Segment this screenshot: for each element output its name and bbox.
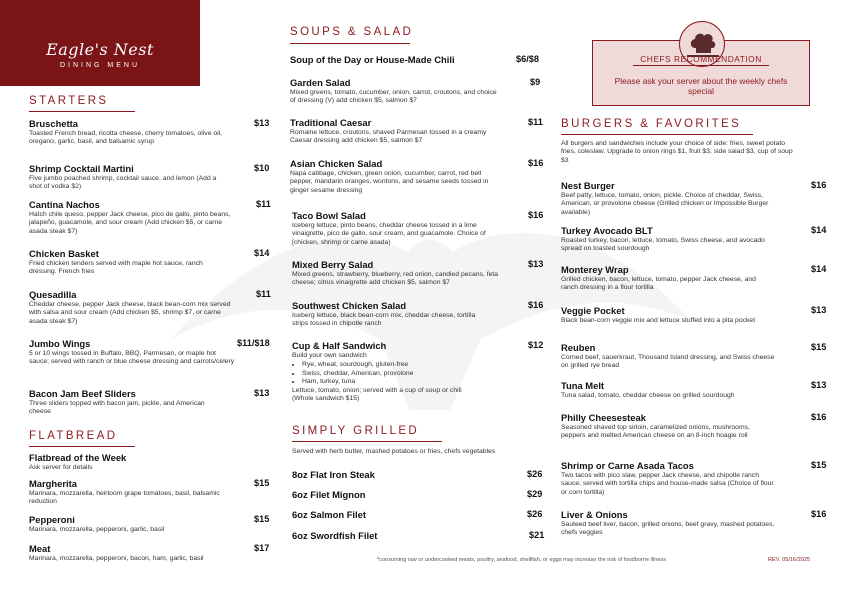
menu-item: Turkey Avocado BLT $14 Roasted turkey, bacon, lettuce, tomato, Swiss cheese, and avocado spread on toasted sourdough: [561, 225, 827, 253]
menu-subtitle: DINING MENU: [59, 62, 141, 69]
menu-item: Cantina Nachos $11 Hatch chile queso, pepper Jack cheese, pico de gallo, pinto beans, jalapeño, guacamole, and sour cream (Add chicken $5, or carne asada steak $7): [29, 199, 271, 235]
menu-item: 6oz Salmon Filet $26: [292, 509, 543, 520]
menu-item: Shrimp or Carne Asada Tacos $15 Two tacos with pico slaw, pepper Jack cheese, and chipotle ranch sauce; served with tortilla chips and house-made salsa (Choice of flour or corn tortilla): [561, 460, 827, 496]
menu-item: Margherita $15 Marinara, mozzarella, heirloom grape tomatoes, basil, balsamic reduction: [29, 478, 270, 506]
starters-rule: [29, 111, 135, 112]
revision-date: REV. 05/16/2025: [768, 557, 811, 563]
menu-item: Meat $17 Marinara, mozzarella, pepperoni, bacon, ham, garlic, basil: [29, 543, 270, 562]
menu-item: Pepperoni $15 Marinara, mozzarella, pepperoni, garlic, basil: [29, 514, 270, 533]
menu-item: Bruschetta $13 Toasted French bread, ricotta cheese, cherry tomatoes, olive oil, oregano, garlic, basil, and balsamic syrup: [29, 118, 270, 146]
menu-item: Monterey Wrap $14 Grilled chicken, bacon, lettuce, tomato, pepper Jack cheese, and ranch dressing in a flour tortilla: [561, 264, 827, 292]
menu-item: Soup of the Day or House-Made Chili $6/$8: [290, 54, 539, 65]
flatbread-heading: FLATBREAD: [29, 430, 118, 442]
menu-item: Taco Bowl Salad $16 Iceberg lettuce, pinto beans, cheddar cheese tossed in a lime vinaigrette, pico de gallo, sour cream, and guacamole. Choice of [chicken, shrimp or carne asada): [292, 210, 544, 246]
flatbread-rule: [29, 446, 135, 447]
menu-item: Shrimp Cocktail Martini $10 Five jumbo poached shrimp, cocktail sauce, and lemon (Add a shot of vodka $2): [29, 163, 270, 191]
grilled-rule: [292, 441, 442, 442]
grilled-note: Served with herb butter, mashed potatoes or fries, chefs vegetables: [292, 448, 496, 455]
menu-item: Flatbread of the Week Ask server for details: [29, 452, 127, 471]
menu-item: Garden Salad $9 Mixed greens, tomato, cucumber, onion, carrot, croutons, and choice of dressing (V) add chicken $5, salmon $7: [290, 77, 541, 105]
burgers-note: All burgers and sandwiches include your choice of side: fries, sweet potato fries, coleslaw. Upgrade to onion rings $1, fruit $3, side salad $3, cup of soup $3: [561, 140, 793, 164]
burgers-rule: [561, 134, 753, 135]
burgers-heading: BURGERS & FAVORITES: [561, 118, 742, 130]
chefs-recommendation-box: [592, 40, 810, 106]
soups-heading: SOUPS & SALAD: [290, 26, 414, 38]
menu-item: Chicken Basket $14 Fried chicken tenders served with maple hot sauce, ranch dressing. French fries: [29, 248, 270, 276]
menu-item: Nest Burger $16 Beef patty, lettuce, tomato, onion, pickle. Choice of cheddar, Swiss, American, or provolone cheese (Grilled chicken or Impossible Burger available): [561, 180, 827, 216]
chefs-text: Please ask your server about the weekly chefs special: [614, 76, 788, 96]
menu-item: Veggie Pocket $13 Black bean-corn veggie mix and lettuce stuffed into a pita pocket: [561, 305, 827, 324]
menu-item: Tuna Melt $13 Tuna salad, tomato, cheddar cheese on grilled sourdough: [561, 380, 827, 399]
sandwich-options-list: • Rye, wheat, sourdough, gluten-free • Swiss, cheddar, American, provolone • Ham, turkey, tuna: [302, 361, 542, 386]
menu-item: 6oz Filet Mignon $29: [292, 489, 543, 500]
menu-item: 8oz Flat Iron Steak $26: [292, 469, 543, 480]
menu-item: Asian Chicken Salad $16 Napa cabbage, chicken, green onion, cucumber, carrot, red bell pepper, mandarin oranges, wontons, and sesame seeds tossed in ginger sesame dressing: [290, 158, 544, 194]
grilled-heading: SIMPLY GRILLED: [292, 425, 420, 437]
food-safety-disclaimer: *consuming raw or undercooked meats, poultry, seafood, shellfish, or eggs may increase the risk of foodborne illness: [377, 557, 667, 563]
soups-rule: [290, 43, 410, 44]
menu-item: 6oz Swordfish Filet $21: [292, 530, 545, 541]
menu-item: Cup & Half Sandwich $12 Build your own sandwich • Rye, wheat, sourdough, gluten-free • Swiss, cheddar, American, provolone • Ham, turkey, tuna Lettuce, tomato, onion; served with a cup of soup or chili (Whole sandwich $15): [292, 340, 542, 404]
chefs-divider: [633, 65, 769, 66]
chefs-title: CHEFS RECOMMENDATION: [640, 54, 762, 64]
restaurant-name: Eagle's Nest: [46, 40, 154, 59]
menu-item: Traditional Caesar $11 Romaine lettuce, croutons, shaved Parmesan tossed in a creamy Caesar dressing add chicken $5, salmon $7: [290, 117, 543, 145]
menu-item: Reuben $15 Corned beef, sauerkraut, Thousand Island dressing, and Swiss cheese on grilled rye bread: [561, 342, 827, 370]
menu-item: Liver & Onions $16 Sauteed beef liver, bacon, grilled onions, beef gravy, mashed potatoes, chefs veggies: [561, 509, 827, 537]
menu-item: Quesadilla $11 Cheddar cheese, pepper Jack cheese, black bean-corn mix served with salsa and sour cream (Add chicken $5, shrimp $7, or carne asada steak $7): [29, 289, 271, 325]
starters-heading: STARTERS: [29, 95, 109, 107]
menu-item: Mixed Berry Salad $13 Mixed greens, strawberry, blueberry, red onion, candied pecans, feta cheese; citrus vinaigrette add chicken $5, salmon $7: [292, 259, 544, 287]
logo-banner: [0, 0, 200, 86]
menu-item: Southwest Chicken Salad $16 Iceberg lettuce, black bean-corn mix, cheddar cheese, tortilla strips tossed in chipotle ranch: [292, 300, 544, 328]
menu-item: Bacon Jam Beef Sliders $13 Three sliders topped with bacon jam, pickle, and American cheese: [29, 388, 270, 416]
menu-item: Jumbo Wings $11/$18 5 or 10 wings tossed in Buffalo, BBQ, Parmesan, or maple hot sauce; served with ranch or blue cheese dressing and carrots/celery: [29, 338, 270, 366]
menu-item: Philly Cheesesteak $16 Seasoned shaved top sirloin, caramelized onions, mushrooms, peppers and melted American cheese on an 8-inch hoagie roll: [561, 412, 827, 440]
